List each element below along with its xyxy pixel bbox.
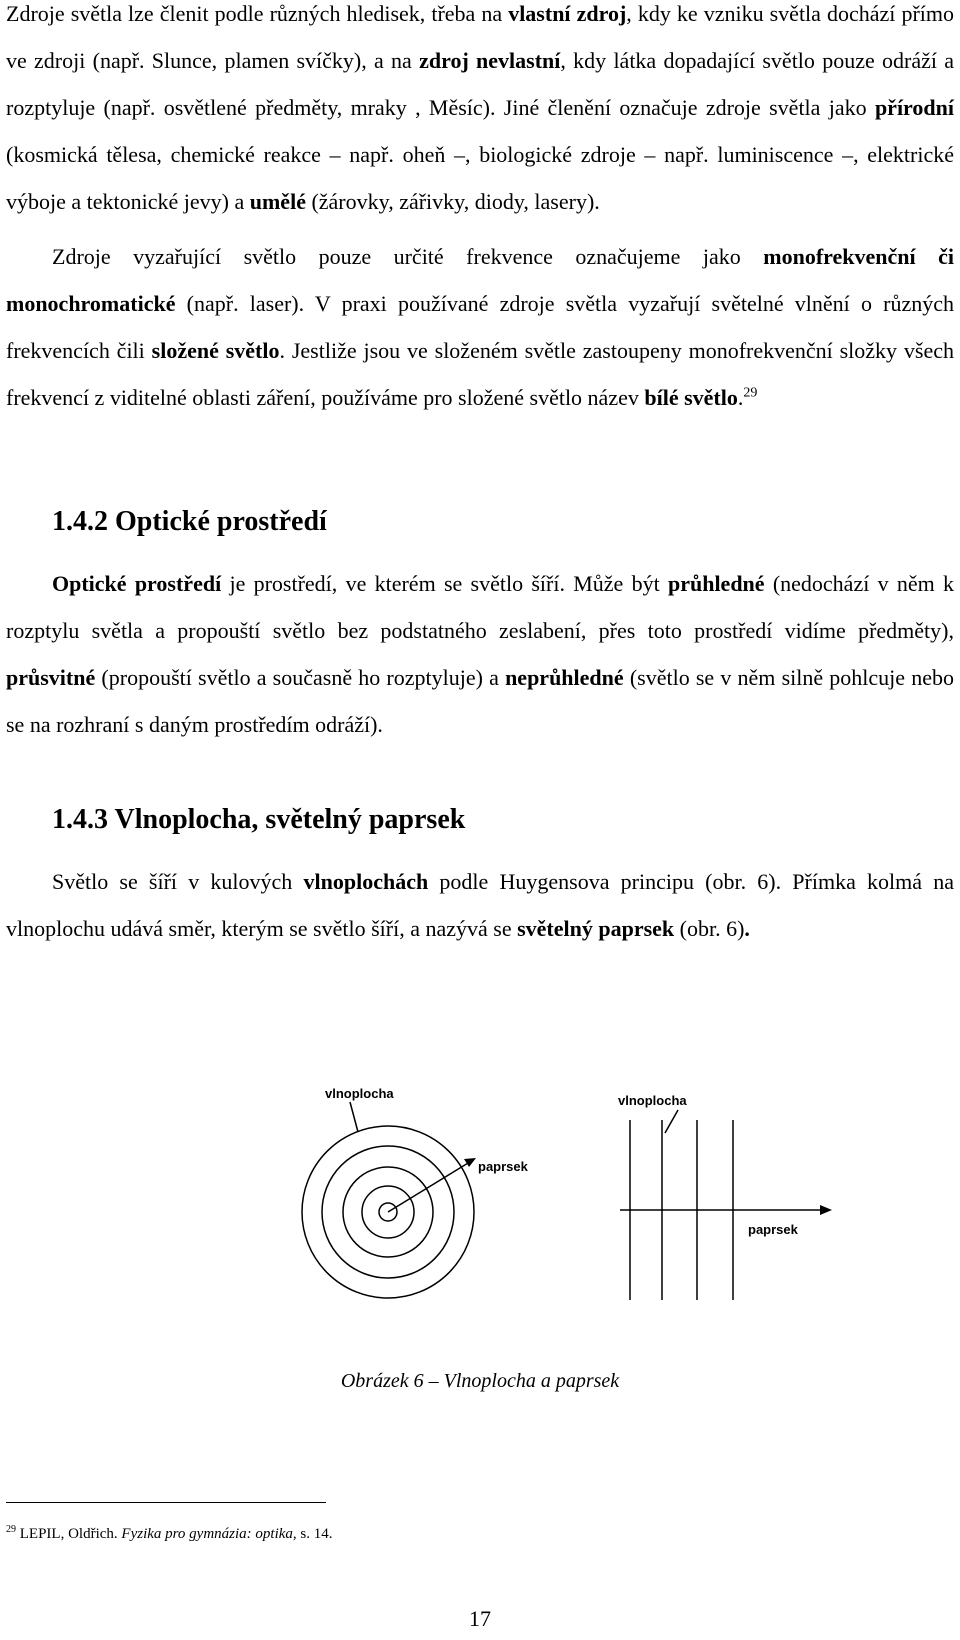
term-optical-medium: Optické prostředí [52,571,222,596]
label-wavefront: vlnoplocha [325,1086,394,1101]
label-ray: paprsek [748,1222,798,1237]
paragraph-light-sources [6,0,954,225]
label-ray: paprsek [478,1159,528,1174]
section-heading-wavefront: 1.4.3 Vlnoplocha, světelný paprsek [52,804,466,835]
text: (světlo se v něm silně pohlcuje nebo se na rozhraní s daným prostředím odráží). [6,665,954,737]
term-white-light: bílé světlo [644,385,738,410]
term-opaque: neprůhledné [505,665,624,690]
wavefront-pointer-line [665,1110,678,1133]
text: (např. laser). V praxi používané zdroje světla vyzařují světelné vlnění o různých frekvencích čili [6,291,954,363]
ray-arrowhead [820,1205,832,1215]
term-translucent: průsvitné [6,665,96,690]
footnote-divider [6,1502,326,1503]
footnote [6,1520,333,1544]
text: . [737,385,744,410]
section-heading-optical-medium: 1.4.2 Optické prostředí [52,506,327,537]
footnote-title: Fyzika pro gymnázia: optika [121,1526,293,1542]
paragraph-optical-medium [6,560,954,748]
figure-plane-wavefront [600,1085,930,1325]
ray-line [388,1160,473,1212]
text: podle Huygensova principu (obr. 6). Přímka kolmá na vlnoplochu udává směr, kterým se světlo šíří, a nazývá se [6,869,954,941]
text: (nedochází v něm k rozptylu světla a propouští světlo bez podstatného zeslabení, přes toto prostředí vidíme předměty), [6,571,954,643]
term-transparent: průhledné [667,571,765,596]
text: Světlo se šíří v kulových [52,869,304,894]
text: (žárovky, zářivky, diody, lasery). [305,189,600,214]
text: (obr. 6) [674,916,745,941]
term-light-ray: světelný paprsek [517,916,675,941]
term-composite-light: složené světlo [151,338,280,363]
paragraph-monochromatic [6,233,954,421]
page-number: 17 [469,1606,491,1631]
term-natural: přírodní [874,95,954,120]
text: (kosmická tělesa, chemické reakce – např. oheň –, biologické zdroje – např. luminiscence –, elektrické výboje a tektonické jevy) a [6,142,954,214]
term-monochromatic: monofrekvenční či monochromatické [6,244,954,316]
footnote-number: 29 [6,1524,16,1535]
term-artificial: umělé [249,189,306,214]
text: , kdy ke vzniku světla dochází přímo ve zdroji (např. Slunce, plamen svíčky), a na [6,1,954,73]
paragraph-wavefront [6,858,954,952]
text: je prostředí, ve kterém se světlo šíří. Může být [221,571,668,596]
footnote-text: , s. 14. [292,1526,333,1542]
figure-spherical-wavefront [300,1085,640,1325]
footnote-text: LEPIL, Oldřich. [16,1526,122,1542]
text: Zdroje vyzařující světlo pouze určité frekvence označujeme jako [52,244,764,269]
term-wavefronts: vlnoplochách [303,869,429,894]
text: . [744,916,750,941]
text: (propouští světlo a současně ho rozptyluje) a [95,665,506,690]
footnote-reference[interactable]: 29 [743,385,758,401]
ray-arrowhead [464,1158,476,1167]
term-own-source: vlastní zdroj [508,1,627,26]
wavefront-pointer-line [350,1102,358,1132]
text: , kdy látka dopadající světlo pouze odráží a rozptyluje (např. osvětlené předměty, mraky , Měsíc). Jiné členění označuje zdroje světla jako [6,48,954,120]
figure-caption: Obrázek 6 – Vlnoplocha a paprsek [340,1370,620,1392]
label-wavefront: vlnoplocha [618,1093,687,1108]
term-non-own-source: zdroj nevlastní [419,48,561,73]
text: Zdroje světla lze členit podle různých hledisek, třeba na [6,1,509,26]
text: . Jestliže jsou ve složeném světle zastoupeny monofrekvenční složky všech frekvencí z viditelné oblasti záření, používáme pro složené světlo název [6,338,955,410]
